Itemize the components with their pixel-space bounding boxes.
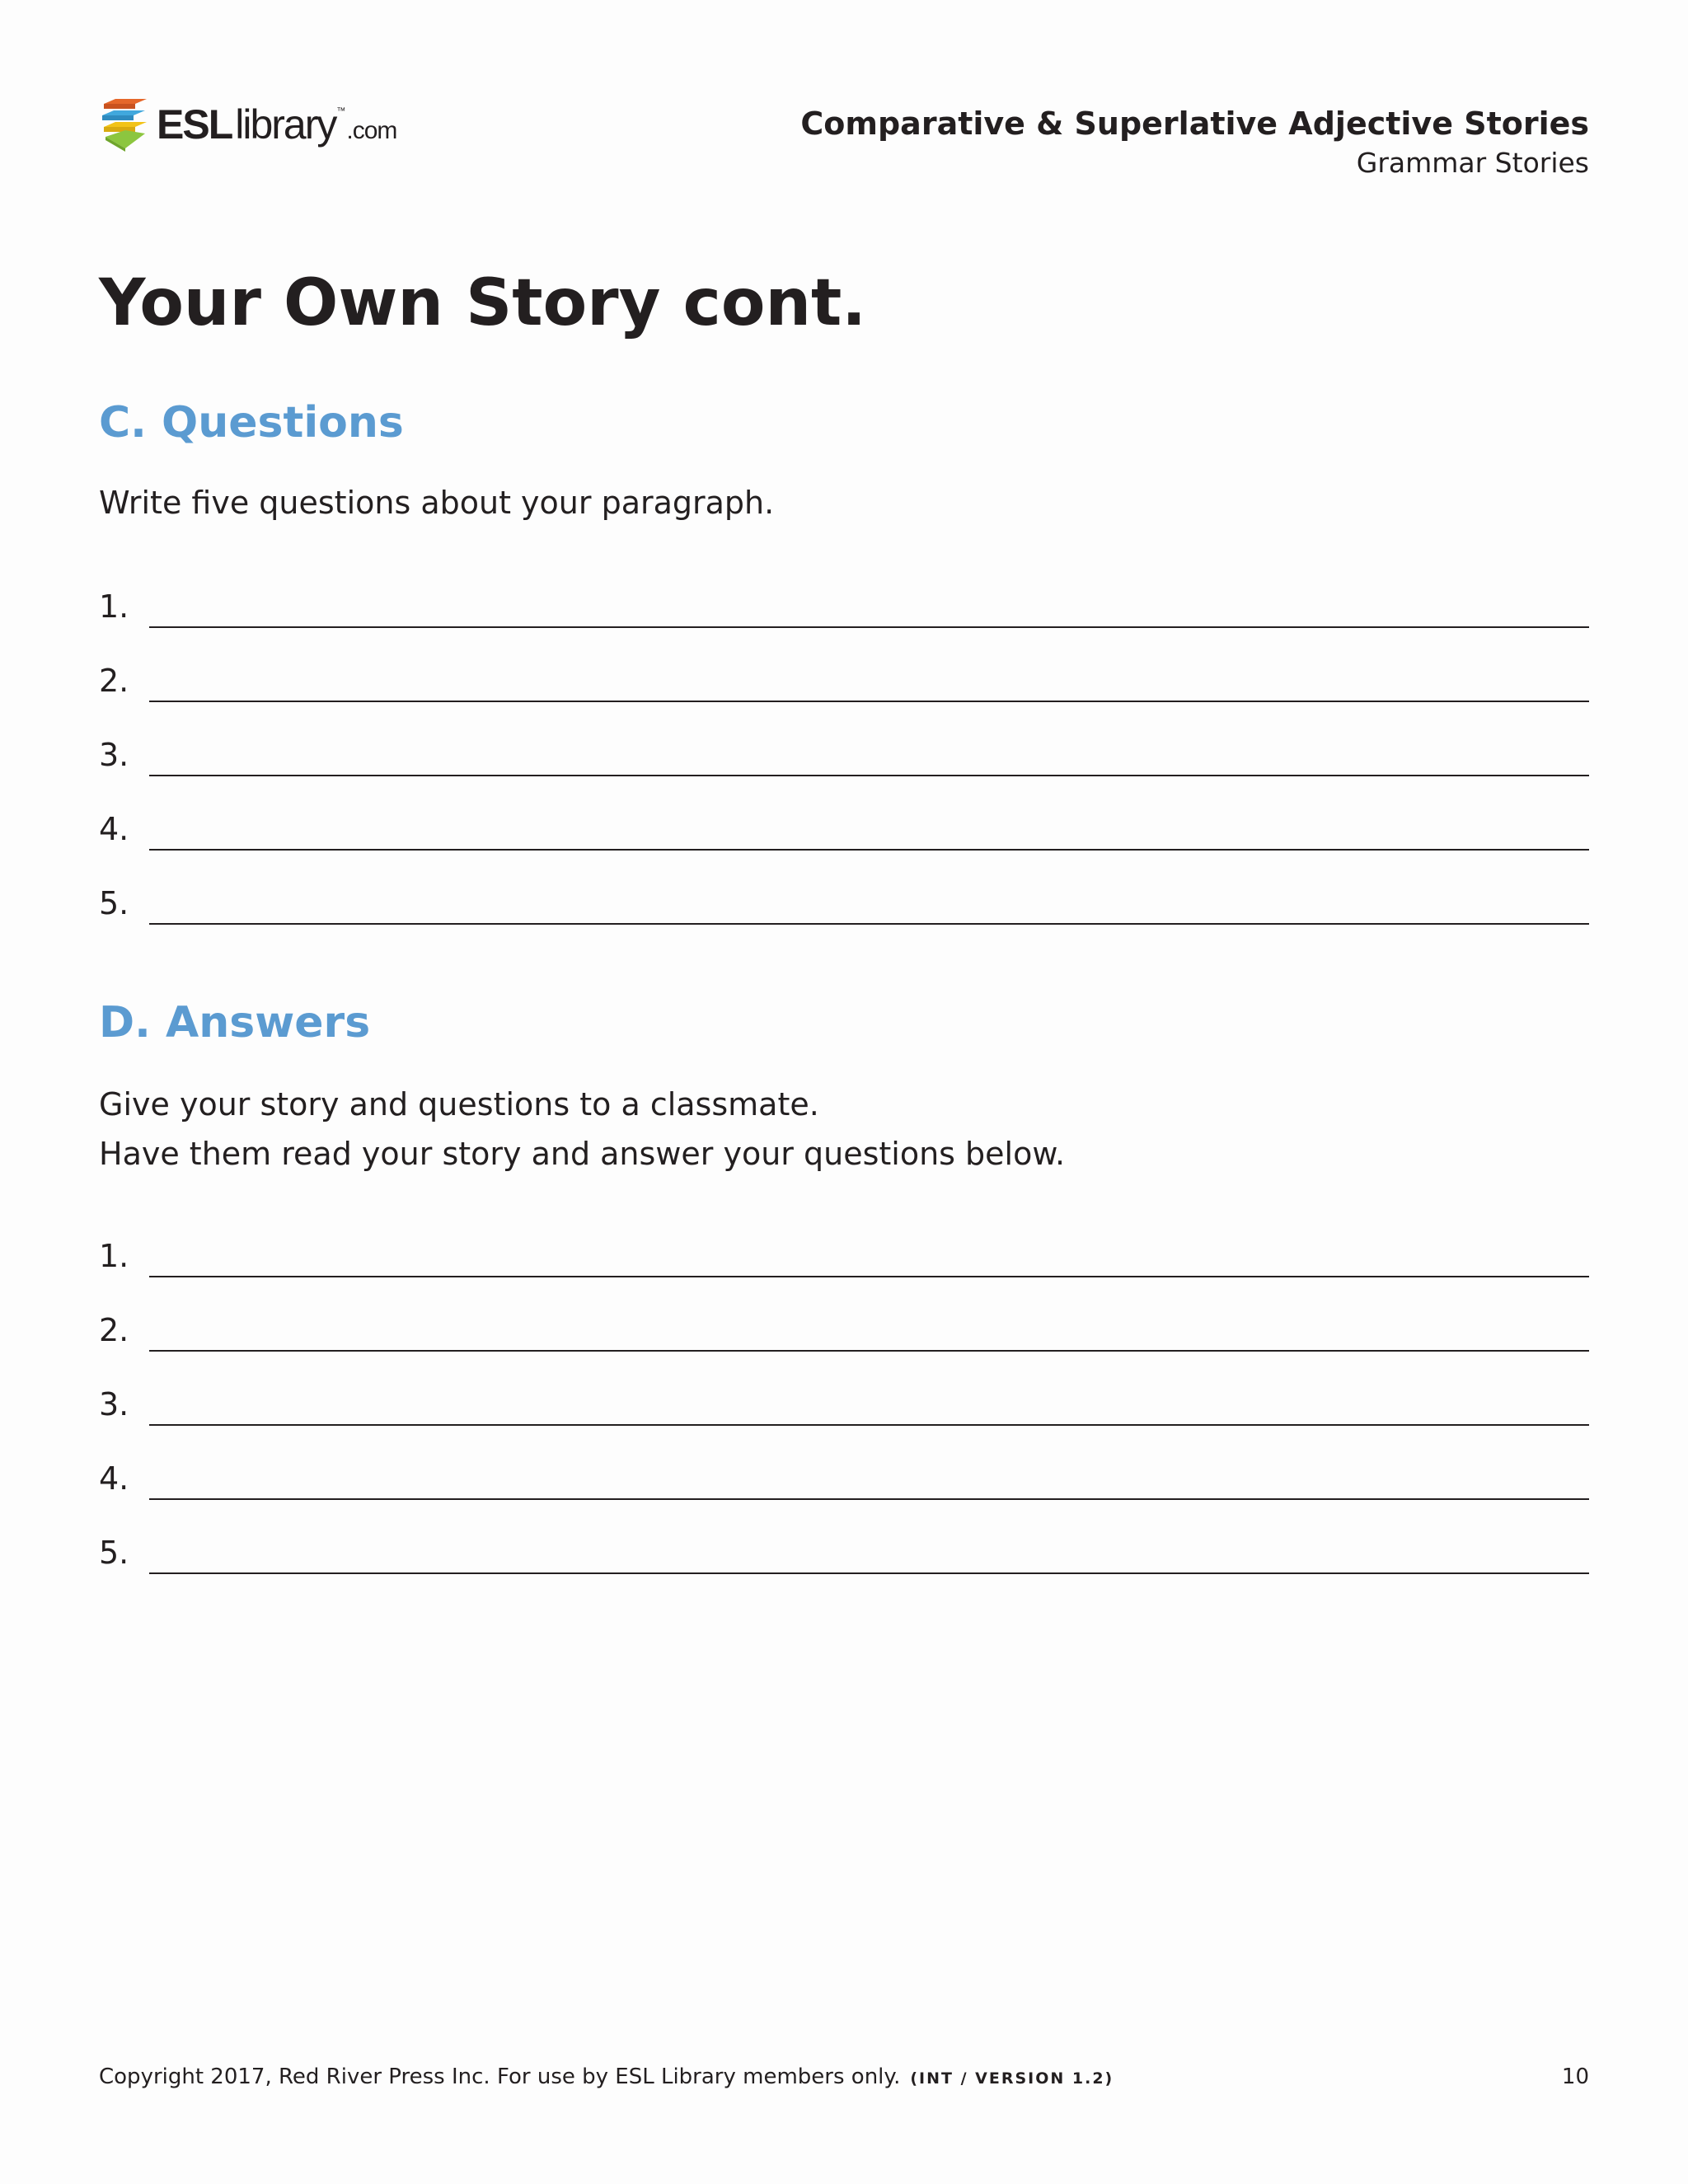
copyright-text: Copyright 2017, Red River Press Inc. For use by ESL Library members only. [99, 2064, 901, 2089]
writing-line-row [99, 1277, 1589, 1352]
logo-brand-regular: library [235, 101, 336, 148]
line-number: 4. [99, 811, 129, 847]
writing-line-row [99, 1500, 1589, 1574]
document-title: Comparative & Superlative Adjective Stories [800, 105, 1589, 142]
line-number: 5. [99, 1535, 129, 1571]
document-header [800, 102, 1589, 181]
logo-trademark: ™ [336, 106, 346, 116]
blank-writing-line[interactable] [149, 915, 1589, 925]
line-number: 5. [99, 885, 129, 921]
blank-writing-line[interactable] [149, 1564, 1589, 1574]
logo-brand-bold: ESL [157, 101, 232, 148]
brand-logo [99, 97, 396, 152]
section-c-heading: C. Questions [99, 398, 404, 448]
section-c-instruction: Write five questions about your paragraph. [99, 485, 775, 521]
page-title: Your Own Story cont. [99, 266, 866, 340]
document-subtitle: Grammar Stories [1356, 147, 1589, 179]
writing-line-row [99, 1203, 1589, 1277]
answers-lines [99, 1203, 1589, 1574]
line-number: 3. [99, 1386, 129, 1422]
logo-domain: .com [346, 117, 397, 144]
blank-writing-line[interactable] [149, 618, 1589, 628]
writing-line-row [99, 776, 1589, 851]
section-d-heading: D. Answers [99, 998, 371, 1047]
line-number: 3. [99, 737, 129, 773]
line-number: 2. [99, 663, 129, 699]
blank-writing-line[interactable] [149, 1490, 1589, 1500]
version-label: (INT / VERSION 1.2) [910, 2069, 1114, 2088]
blank-writing-line[interactable] [149, 766, 1589, 776]
stacked-books-icon [99, 97, 152, 152]
writing-line-row [99, 1352, 1589, 1426]
line-number: 1. [99, 1238, 129, 1274]
writing-line-row [99, 702, 1589, 776]
section-d-instruction-2: Have them read your story and answer your questions below. [99, 1136, 1066, 1172]
writing-line-row [99, 628, 1589, 702]
blank-writing-line[interactable] [149, 692, 1589, 702]
footer-copyright [99, 2060, 1114, 2095]
writing-line-row [99, 554, 1589, 628]
writing-line-row [99, 851, 1589, 925]
line-number: 1. [99, 588, 129, 625]
line-number: 2. [99, 1312, 129, 1348]
blank-writing-line[interactable] [149, 1268, 1589, 1277]
blank-writing-line[interactable] [149, 1416, 1589, 1426]
blank-writing-line[interactable] [149, 841, 1589, 851]
section-d-instruction-1: Give your story and questions to a classmate. [99, 1086, 819, 1122]
writing-line-row [99, 1426, 1589, 1500]
page-number: 10 [1561, 2064, 1589, 2089]
questions-answer-lines [99, 554, 1589, 925]
blank-writing-line[interactable] [149, 1342, 1589, 1352]
line-number: 4. [99, 1460, 129, 1497]
